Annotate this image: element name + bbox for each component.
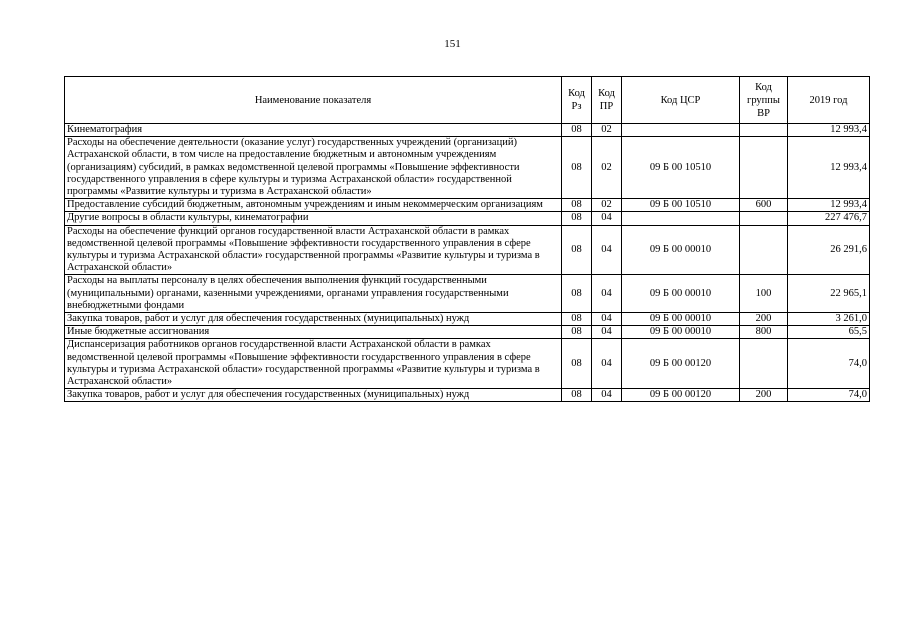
row-vr: 200 [740, 313, 788, 326]
table-row [65, 199, 870, 212]
row-pr: 04 [592, 326, 622, 339]
row-csr: 09 Б 00 10510 [622, 199, 740, 212]
table-row [65, 339, 870, 389]
row-rz: 08 [562, 199, 592, 212]
row-name: Кинематография [65, 124, 562, 137]
row-pr: 02 [592, 124, 622, 137]
row-csr: 09 Б 00 00120 [622, 339, 740, 389]
row-pr: 04 [592, 212, 622, 225]
row-name: Диспансеризация работников органов государственной власти Астраханской области в рамках ведомственной целевой программы «Повышение эффективности государственного управления в сфере культуры и туризма Астраханской области» государственной программы «Развитие культуры и туризма в Астраханской области» [65, 339, 562, 389]
table-row [65, 275, 870, 313]
row-amount: 74,0 [788, 339, 870, 389]
row-amount: 12 993,4 [788, 137, 870, 199]
row-vr: 200 [740, 389, 788, 402]
row-name: Другие вопросы в области культуры, кинематографии [65, 212, 562, 225]
table-header-row [65, 77, 870, 124]
row-csr: 09 Б 00 00010 [622, 225, 740, 275]
header-name: Наименование показателя [65, 77, 562, 124]
row-vr [740, 339, 788, 389]
row-name: Предоставление субсидий бюджетным, автономным учреждениям и иным некоммерческим организациям [65, 199, 562, 212]
row-pr: 04 [592, 313, 622, 326]
budget-table [64, 76, 870, 402]
table-row [65, 389, 870, 402]
row-amount: 26 291,6 [788, 225, 870, 275]
row-rz: 08 [562, 339, 592, 389]
row-amount: 12 993,4 [788, 124, 870, 137]
row-amount: 227 476,7 [788, 212, 870, 225]
row-pr: 04 [592, 389, 622, 402]
row-csr: 09 Б 00 00010 [622, 313, 740, 326]
row-pr: 04 [592, 225, 622, 275]
table-body [65, 124, 870, 402]
row-csr: 09 Б 00 00010 [622, 275, 740, 313]
table-row [65, 225, 870, 275]
row-pr: 02 [592, 137, 622, 199]
row-pr: 04 [592, 339, 622, 389]
row-vr [740, 212, 788, 225]
row-vr [740, 225, 788, 275]
row-csr: 09 Б 00 10510 [622, 137, 740, 199]
row-csr [622, 124, 740, 137]
table-row [65, 124, 870, 137]
page-number: 151 [444, 38, 461, 50]
row-name: Закупка товаров, работ и услуг для обеспечения государственных (муниципальных) нужд [65, 389, 562, 402]
row-vr [740, 124, 788, 137]
row-vr [740, 137, 788, 199]
row-vr: 100 [740, 275, 788, 313]
row-rz: 08 [562, 225, 592, 275]
row-name: Закупка товаров, работ и услуг для обеспечения государственных (муниципальных) нужд [65, 313, 562, 326]
table-row [65, 212, 870, 225]
row-pr: 04 [592, 275, 622, 313]
table-row [65, 137, 870, 199]
header-year: 2019 год [788, 77, 870, 124]
row-csr: 09 Б 00 00010 [622, 326, 740, 339]
row-rz: 08 [562, 389, 592, 402]
header-pr: Код ПР [592, 77, 622, 124]
row-name: Расходы на обеспечение деятельности (оказание услуг) государственных учреждений (организаций) Астраханской области, в том числе на предоставление бюджетным и автономным учреждениям (организациям) субсидий, в рамках ведомственной целевой программы «Повышение эффективности государственного управления в сфере культуры и туризма Астраханской области» государственной программы «Развитие культуры и туризма в Астраханской области» [65, 137, 562, 199]
row-vr: 600 [740, 199, 788, 212]
row-rz: 08 [562, 275, 592, 313]
row-pr: 02 [592, 199, 622, 212]
row-csr: 09 Б 00 00120 [622, 389, 740, 402]
row-rz: 08 [562, 124, 592, 137]
table-row [65, 326, 870, 339]
row-csr [622, 212, 740, 225]
row-name: Расходы на выплаты персоналу в целях обеспечения выполнения функций государственными (муниципальными) органами, казенными учреждениями, органами управления государственными внебюджетными фондами [65, 275, 562, 313]
row-amount: 65,5 [788, 326, 870, 339]
header-vr: Код группы ВР [740, 77, 788, 124]
row-rz: 08 [562, 137, 592, 199]
row-amount: 12 993,4 [788, 199, 870, 212]
table-row [65, 313, 870, 326]
row-amount: 74,0 [788, 389, 870, 402]
row-vr: 800 [740, 326, 788, 339]
row-rz: 08 [562, 326, 592, 339]
row-name: Расходы на обеспечение функций органов государственной власти Астраханской области в рамках ведомственной целевой программы «Повышение эффективности государственного управления в сфере культуры и туризма Астраханской области» государственной программы «Развитие культуры и туризма в Астраханской области» [65, 225, 562, 275]
row-rz: 08 [562, 212, 592, 225]
header-rz: Код Рз [562, 77, 592, 124]
row-amount: 3 261,0 [788, 313, 870, 326]
header-csr: Код ЦСР [622, 77, 740, 124]
row-name: Иные бюджетные ассигнования [65, 326, 562, 339]
row-amount: 22 965,1 [788, 275, 870, 313]
row-rz: 08 [562, 313, 592, 326]
